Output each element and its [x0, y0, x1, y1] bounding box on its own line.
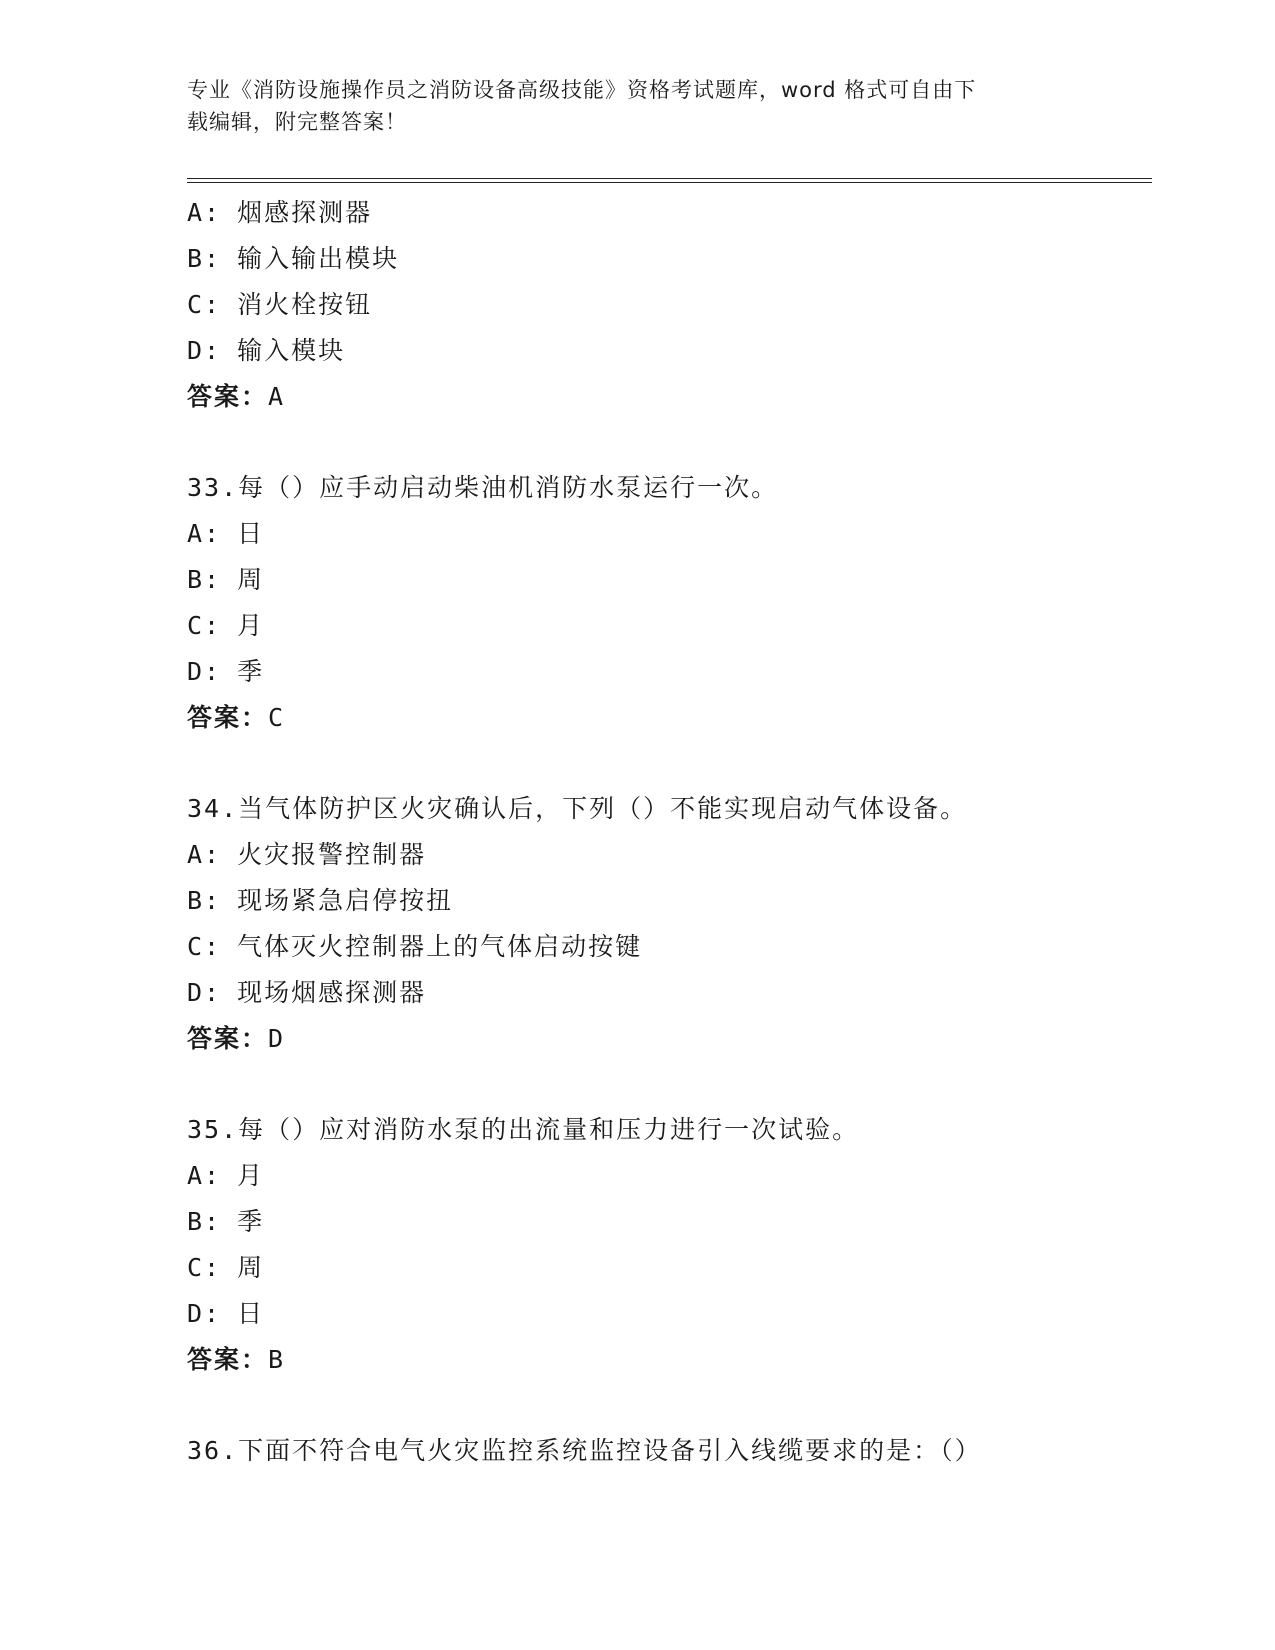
answer-option	[187, 878, 1147, 924]
option-letter: D:	[187, 336, 222, 365]
option-text: 现场紧急启停按扭	[237, 886, 454, 915]
question-stem	[187, 1428, 1147, 1474]
option-letter: A:	[187, 198, 222, 227]
option-letter: C:	[187, 290, 222, 319]
answer-value: A	[268, 382, 286, 411]
option-letter: D:	[187, 978, 222, 1007]
answer-option	[187, 1291, 1147, 1337]
question-text: 每（）应对消防水泵的出流量和压力进行一次试验。	[238, 1115, 860, 1144]
option-letter: C:	[187, 611, 222, 640]
option-text: 周	[237, 1253, 265, 1282]
header-divider-bottom	[187, 182, 1152, 183]
option-text: 日	[237, 519, 265, 548]
option-text: 周	[237, 565, 265, 594]
option-text: 火灾报警控制器	[237, 840, 427, 869]
question-number: 35.	[187, 1115, 239, 1144]
option-text: 月	[237, 1161, 265, 1190]
question-stem	[187, 786, 1147, 832]
question-list	[187, 190, 1147, 1474]
question-text: 当气体防护区火灾确认后，下列（）不能实现启动气体设备。	[238, 794, 968, 823]
option-text: 日	[237, 1299, 265, 1328]
answer-line	[187, 695, 1147, 741]
question-number: 36.	[187, 1436, 239, 1465]
question-number: 34.	[187, 794, 239, 823]
header-divider-top	[187, 178, 1152, 179]
answer-value: D	[268, 1024, 286, 1053]
answer-label: 答案：	[187, 382, 269, 411]
option-letter: B:	[187, 565, 222, 594]
option-letter: A:	[187, 840, 222, 869]
answer-label: 答案：	[187, 703, 269, 732]
answer-option	[187, 1245, 1147, 1291]
answer-line	[187, 374, 1147, 420]
option-text: 月	[237, 611, 265, 640]
answer-value: B	[268, 1345, 286, 1374]
option-text: 输入模块	[237, 336, 346, 365]
document-header	[187, 74, 1067, 138]
answer-option	[187, 649, 1147, 695]
section-gap	[187, 420, 1147, 465]
option-text: 气体灭火控制器上的气体启动按键	[237, 932, 643, 961]
option-letter: C:	[187, 932, 222, 961]
header-line-1: 专业《消防设施操作员之消防设备高级技能》资格考试题库，word 格式可自由下	[187, 78, 977, 102]
answer-option	[187, 970, 1147, 1016]
question-text: 每（）应手动启动柴油机消防水泵运行一次。	[238, 473, 779, 502]
option-letter: B:	[187, 1207, 222, 1236]
option-text: 现场烟感探测器	[237, 978, 427, 1007]
answer-value: C	[268, 703, 286, 732]
option-text: 消火栓按钮	[237, 290, 373, 319]
answer-label: 答案：	[187, 1345, 269, 1374]
option-letter: B:	[187, 244, 222, 273]
answer-option	[187, 832, 1147, 878]
question-stem	[187, 1107, 1147, 1153]
option-letter: D:	[187, 1299, 222, 1328]
question-number: 33.	[187, 473, 239, 502]
option-text: 烟感探测器	[237, 198, 373, 227]
answer-label: 答案：	[187, 1024, 269, 1053]
option-letter: A:	[187, 519, 222, 548]
option-letter: D:	[187, 657, 222, 686]
header-line-2: 载编辑，附完整答案！	[187, 110, 407, 134]
option-letter: A:	[187, 1161, 222, 1190]
option-text: 季	[237, 657, 265, 686]
option-letter: C:	[187, 1253, 222, 1282]
option-text: 输入输出模块	[237, 244, 400, 273]
answer-option	[187, 282, 1147, 328]
option-text: 季	[237, 1207, 265, 1236]
question-text: 下面不符合电气火灾监控系统监控设备引入线缆要求的是：（）	[238, 1436, 982, 1465]
answer-option	[187, 511, 1147, 557]
section-gap	[187, 1062, 1147, 1107]
section-gap	[187, 741, 1147, 786]
answer-option	[187, 924, 1147, 970]
answer-option	[187, 236, 1147, 282]
answer-option	[187, 190, 1147, 236]
answer-line	[187, 1016, 1147, 1062]
section-gap	[187, 1383, 1147, 1428]
option-letter: B:	[187, 886, 222, 915]
answer-option	[187, 603, 1147, 649]
question-stem	[187, 465, 1147, 511]
answer-option	[187, 557, 1147, 603]
answer-line	[187, 1337, 1147, 1383]
answer-option	[187, 328, 1147, 374]
answer-option	[187, 1199, 1147, 1245]
answer-option	[187, 1153, 1147, 1199]
